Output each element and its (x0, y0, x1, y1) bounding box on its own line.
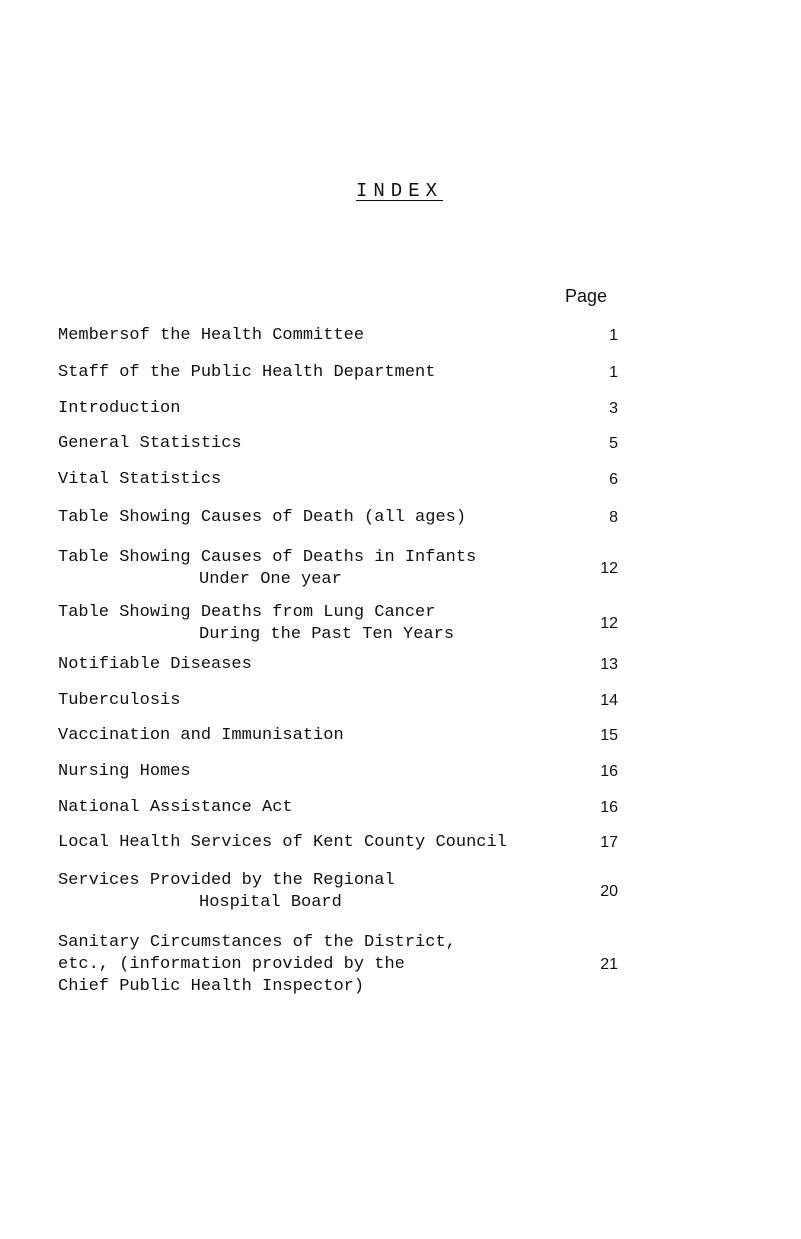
entry-page-number: 3 (609, 400, 618, 417)
entry-title-line: Sanitary Circumstances of the District, (58, 933, 456, 952)
entry-title-line: Notifiable Diseases (58, 655, 252, 674)
entry-page-number: 1 (609, 364, 618, 381)
entry-page-number: 1 (609, 327, 618, 344)
entry-title-line: Table Showing Deaths from Lung Cancer (58, 603, 436, 622)
entry-title-line: Introduction (58, 399, 181, 418)
entry-title (58, 725, 344, 747)
entry-title (58, 547, 476, 591)
entry-title (58, 602, 454, 646)
entry-page-number: 6 (609, 471, 618, 488)
entry-title-line: Vital Statistics (58, 470, 222, 489)
entry-title (58, 932, 456, 998)
entry-page-number: 13 (600, 656, 618, 673)
entry-title (58, 507, 466, 529)
entry-page-number: 16 (600, 763, 618, 780)
entry-title-line: Services Provided by the Regional (58, 871, 395, 890)
entry-title-line: Vaccination and Immunisation (58, 726, 344, 745)
entry-title (58, 325, 364, 347)
entry-page-number: 17 (600, 834, 618, 851)
entry-title (58, 469, 221, 491)
entry-page-number: 15 (600, 727, 618, 744)
entry-title (58, 870, 395, 914)
entry-title-line: National Assistance Act (58, 798, 293, 817)
entry-title (58, 433, 242, 455)
entry-title-line: Nursing Homes (58, 762, 191, 781)
entry-title-line: Membersof the Health Committee (58, 326, 365, 345)
entry-title (58, 398, 180, 420)
entry-title-line: Tuberculosis (58, 691, 181, 710)
entry-title-line: Under One year (199, 570, 342, 589)
index-title: INDEX (356, 180, 444, 202)
entry-title-line: etc., (information provided by the (58, 955, 405, 974)
entry-title-line: Local Health Services of Kent County Council (58, 833, 507, 852)
entry-title-line: Table Showing Causes of Deaths in Infants (58, 548, 477, 567)
entry-title (58, 761, 191, 783)
entry-title-line: Hospital Board (199, 893, 342, 912)
entry-page-number: 12 (600, 560, 618, 577)
entry-title (58, 797, 293, 819)
entry-page-number: 16 (600, 799, 618, 816)
entry-title-line: Staff of the Public Health Department (58, 363, 436, 382)
entry-title (58, 362, 435, 384)
entry-page-number: 5 (609, 435, 618, 452)
entry-page-number: 20 (600, 883, 618, 900)
entry-title-line: General Statistics (58, 434, 242, 453)
entry-title (58, 654, 252, 676)
entry-title-line: During the Past Ten Years (199, 625, 455, 644)
entry-page-number: 8 (609, 509, 618, 526)
entry-page-number: 21 (600, 956, 618, 973)
entry-title-line: Chief Public Health Inspector) (58, 977, 365, 996)
entry-title (58, 690, 180, 712)
entry-title-line: Table Showing Causes of Death (all ages) (58, 508, 467, 527)
entry-page-number: 14 (600, 692, 618, 709)
page-column-header: Page (565, 286, 608, 306)
entry-page-number: 12 (600, 615, 618, 632)
entry-title (58, 832, 507, 854)
